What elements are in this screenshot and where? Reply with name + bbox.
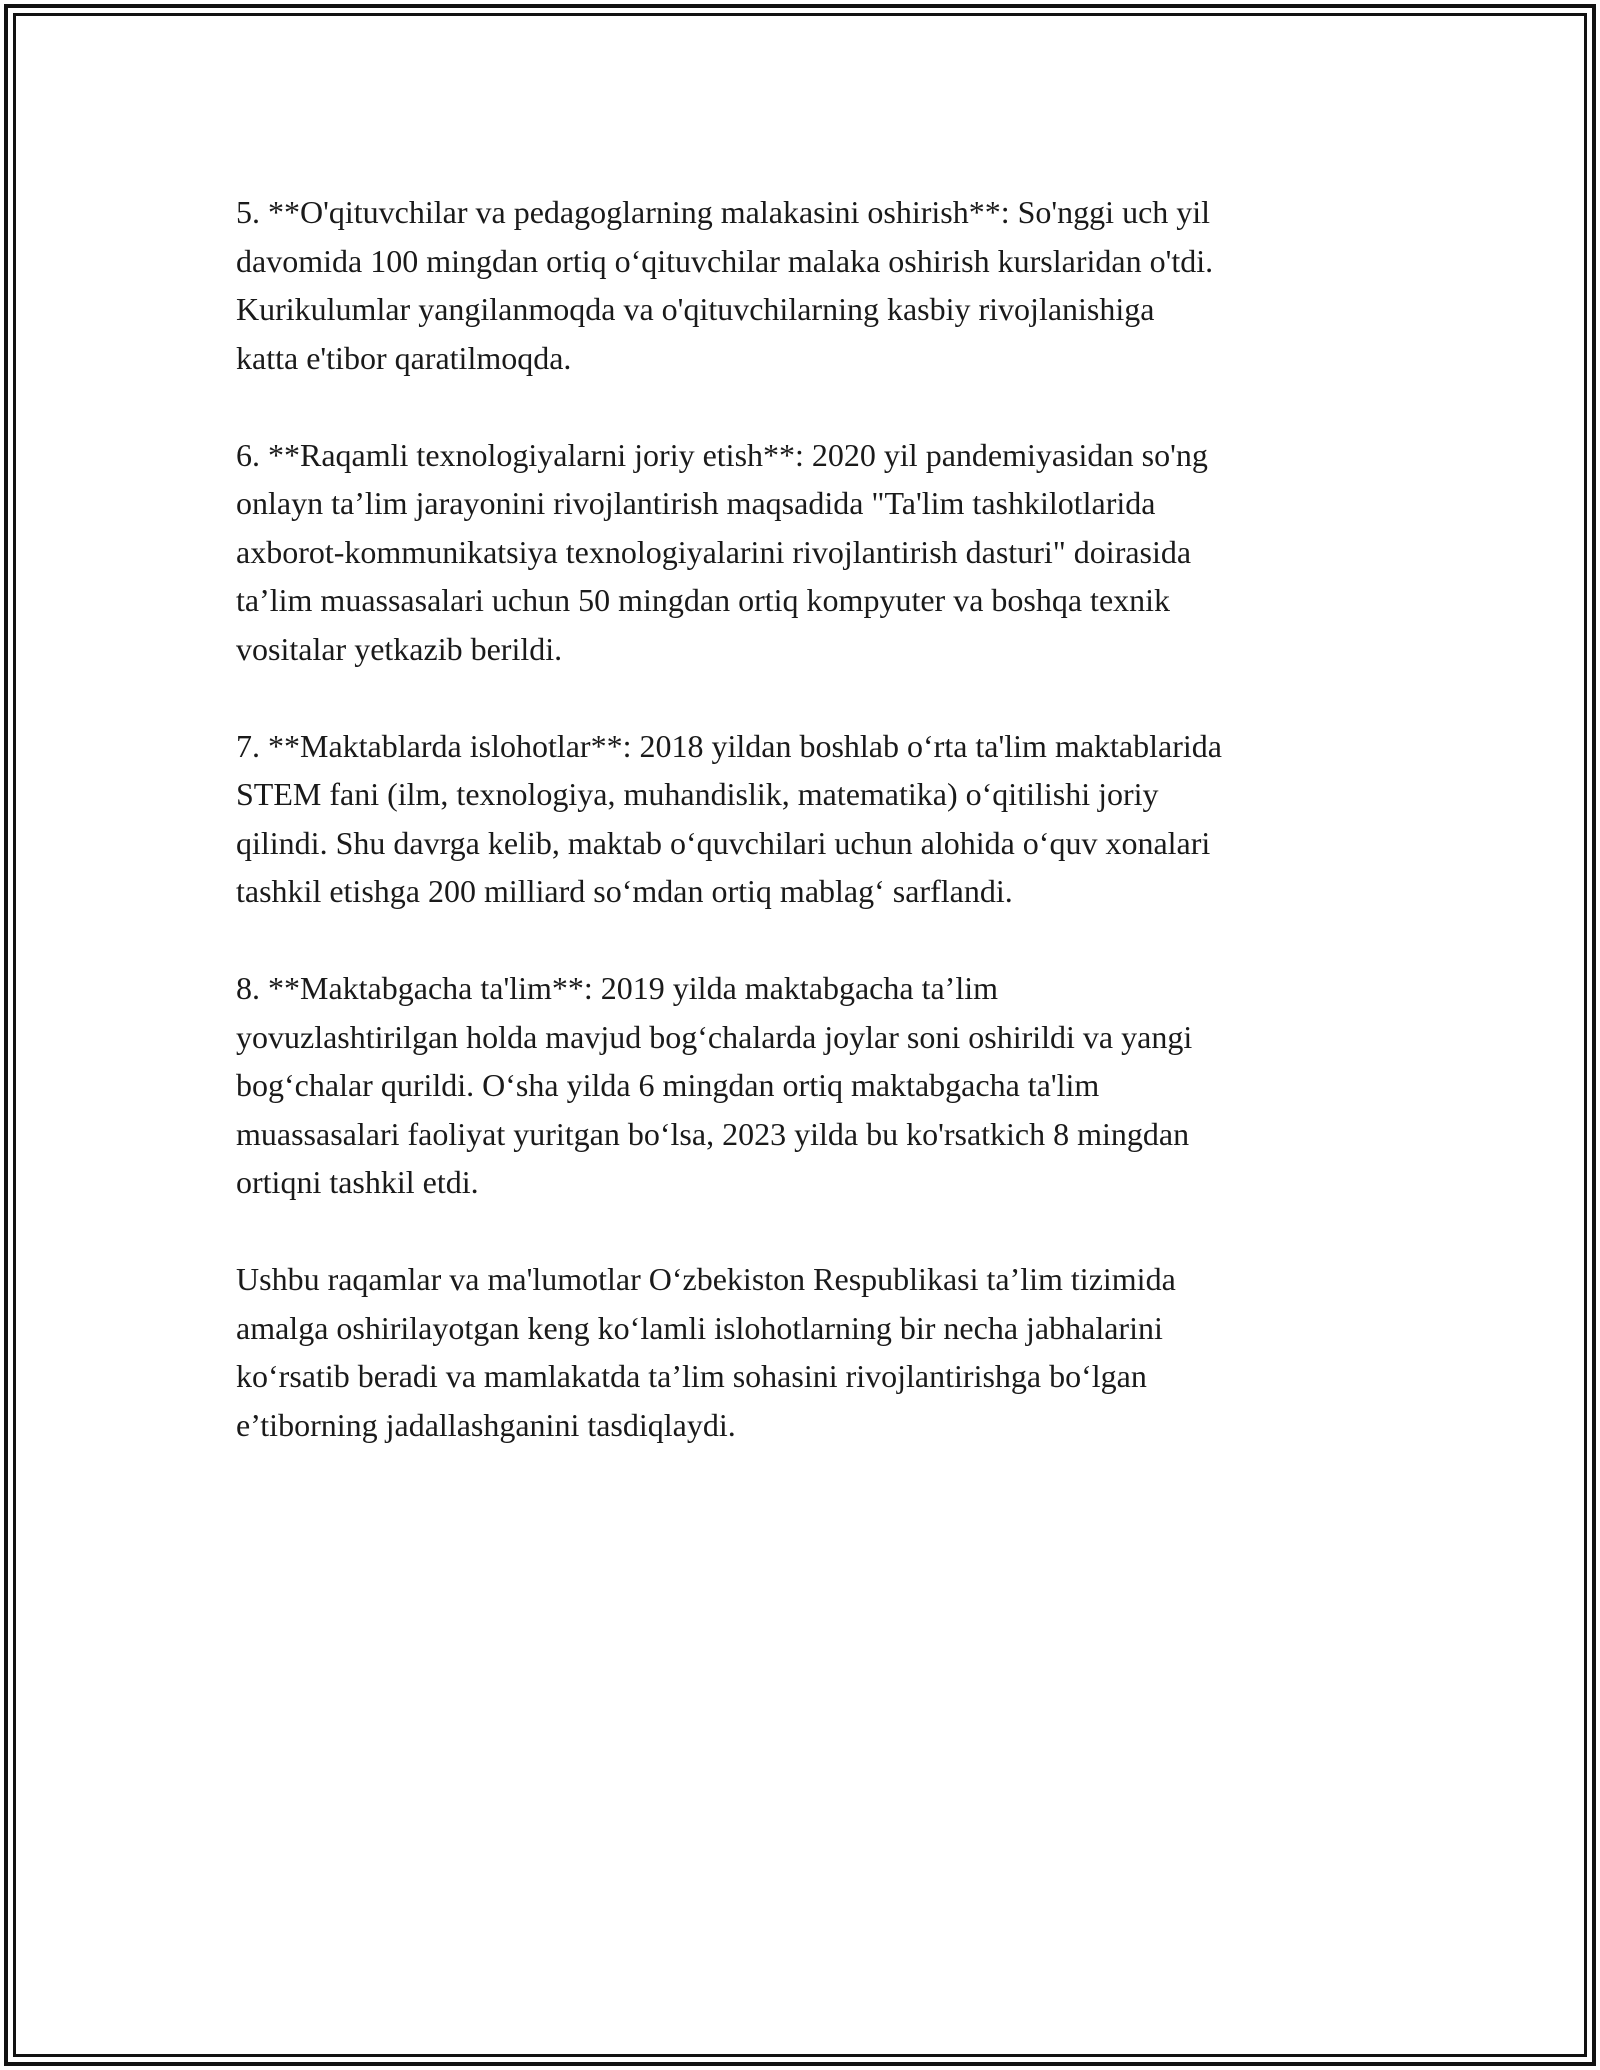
text-line: ko‘rsatib beradi va mamlakatda ta’lim sohasini rivojlantirishga bo‘lgan — [236, 1358, 1147, 1394]
paragraph-preschool-education — [236, 964, 1396, 1207]
text-line: 7. **Maktablarda islohotlar**: 2018 yildan boshlab o‘rta ta'lim maktablarida — [236, 727, 1222, 764]
text-line: vositalar yetkazib berildi. — [236, 630, 563, 667]
text-line: yovuzlashtirilgan holda mavjud bog‘chalarda joylar soni oshirildi va yangi — [236, 1018, 1193, 1055]
text-line: ortiqni tashkil etdi. — [236, 1164, 479, 1200]
text-line: ta’lim muassasalari uchun 50 mingdan ortiq kompyuter va boshqa texnik — [236, 582, 1171, 618]
text-line: Kurikulumlar yangilanmoqda va o'qituvchilarning kasbiy rivojlanishiga — [236, 291, 1155, 327]
text-line: bog‘chalar qurildi. O‘sha yilda 6 mingdan ortiq maktabgacha ta'lim — [236, 1067, 1100, 1103]
text-line: e’tiborning jadallashganini tasdiqlaydi. — [236, 1406, 736, 1443]
text-line: muassasalari faoliyat yuritgan bo‘lsa, 2023 yilda bu ko'rsatkich 8 mingdan — [236, 1115, 1190, 1152]
text-line: 8. **Maktabgacha ta'lim**: 2019 yilda maktabgacha ta’lim — [236, 970, 998, 1006]
paragraph-school-reforms — [236, 722, 1396, 916]
paragraph-teacher-training — [236, 188, 1396, 382]
text-line: katta e'tibor qaratilmoqda. — [236, 339, 572, 376]
text-line: amalga oshirilayotgan keng ko‘lamli islohotlarning bir necha jabhalarini — [236, 1309, 1163, 1346]
text-line: davomida 100 mingdan ortiq o‘qituvchilar malaka oshirish kurslaridan o'tdi. — [236, 242, 1214, 279]
text-line: onlayn ta’lim jarayonini rivojlantirish maqsadida "Ta'lim tashkilotlarida — [236, 485, 1156, 521]
text-line: 6. **Raqamli texnologiyalarni joriy etish**: 2020 yil pandemiyasidan so'ng — [236, 436, 1208, 473]
text-line: tashkil etishga 200 milliard so‘mdan ortiq mablag‘ sarflandi. — [236, 873, 1013, 909]
text-line: Ushbu raqamlar va ma'lumotlar O‘zbekiston Respublikasi ta’lim tizimida — [236, 1261, 1176, 1297]
paragraph-digital-technologies — [236, 431, 1396, 674]
document-body — [236, 188, 1396, 1498]
text-line: axborot-kommunikatsiya texnologiyalarini rivojlantirish dasturi" doirasida — [236, 533, 1192, 570]
text-line: 5. **O'qituvchilar va pedagoglarning malakasini oshirish**: So'nggi uch yil — [236, 194, 1211, 230]
text-line: qilindi. Shu davrga kelib, maktab o‘quvchilari uchun alohida o‘quv xonalari — [236, 824, 1211, 861]
paragraph-conclusion — [236, 1255, 1396, 1449]
text-line: STEM fani (ilm, texnologiya, muhandislik, matematika) o‘qitilishi joriy — [236, 776, 1159, 812]
